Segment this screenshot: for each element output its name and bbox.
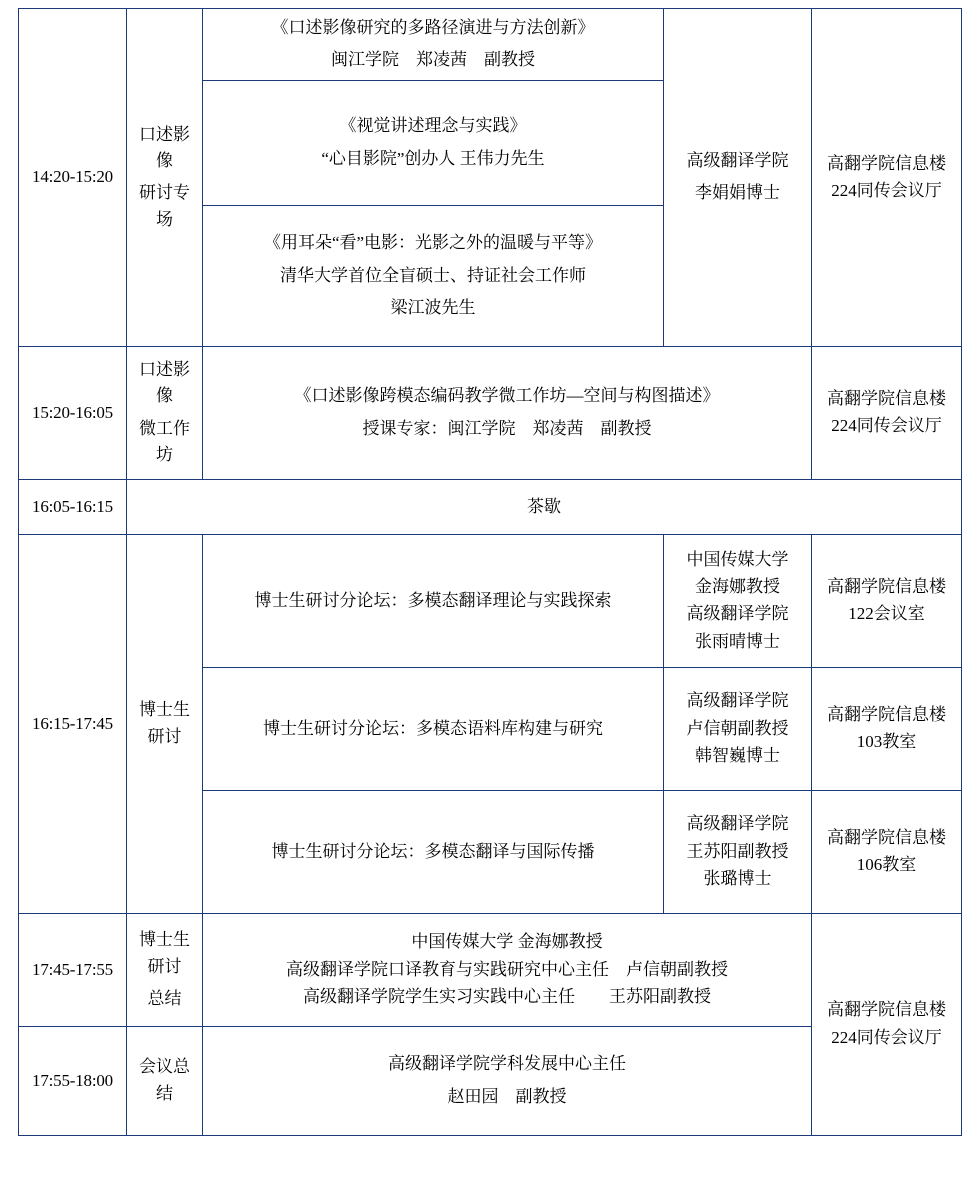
venue-building: 高翻学院信息楼	[827, 827, 946, 847]
cell-venue	[812, 667, 962, 790]
cell-venue	[812, 9, 962, 347]
cell-time: 16:15-17:45	[19, 534, 127, 913]
cell-venue	[812, 534, 962, 667]
cell-session: 会议总结	[127, 1026, 203, 1135]
cell-host	[664, 667, 812, 790]
cell-time: 16:05-16:15	[19, 479, 127, 534]
host-name: 李娟娟博士	[695, 183, 780, 203]
cell-topic: 博士生研讨分论坛：多模态翻译理论与实践探索	[203, 534, 664, 667]
cell-venue	[812, 346, 962, 479]
host-name: 卢信朝副教授	[686, 718, 789, 738]
topic-detail: 清华大学首位全盲硕士、持证社会工作师	[280, 265, 586, 285]
host-affiliation: 高级翻译学院	[686, 691, 789, 711]
venue-room: 122会议室	[848, 604, 925, 624]
host-name: 金海娜教授	[695, 576, 780, 596]
session-label-line: 口述影像	[139, 360, 190, 406]
cell-host	[664, 790, 812, 913]
cell-session	[127, 346, 203, 479]
table-row-break	[19, 479, 962, 534]
cell-venue	[812, 790, 962, 913]
venue-building: 高翻学院信息楼	[827, 704, 946, 724]
host-affiliation: 高级翻译学院	[686, 604, 789, 624]
venue-building: 高翻学院信息楼	[827, 153, 946, 173]
session-label-line: 口述影像	[139, 124, 190, 170]
summary-title: 高级翻译学院学科发展中心主任	[388, 1054, 626, 1074]
venue-room: 224同传会议厅	[831, 1027, 942, 1047]
conference-schedule-table	[18, 8, 962, 1136]
topic-title: 《口述影像跨模态编码教学微工作坊—空间与构图描述》	[294, 386, 720, 406]
host-name: 张雨晴博士	[695, 631, 780, 651]
session-label-line: 总结	[147, 988, 182, 1008]
topic-speaker: “心目影院”创办人 王伟力先生	[321, 148, 545, 168]
cell-topic	[203, 346, 812, 479]
host-name: 韩智巍博士	[695, 745, 780, 765]
venue-room: 224同传会议厅	[831, 416, 942, 436]
cell-host	[664, 534, 812, 667]
cell-session	[127, 913, 203, 1026]
host-name: 王苏阳副教授	[686, 841, 789, 861]
venue-building: 高翻学院信息楼	[827, 1000, 946, 1020]
table-row	[19, 913, 962, 1026]
cell-venue	[812, 913, 962, 1135]
cell-topic: 博士生研讨分论坛：多模态语料库构建与研究	[203, 667, 664, 790]
cell-session: 博士生研讨	[127, 534, 203, 913]
summary-speaker: 高级翻译学院学生实习实践中心主任 王苏阳副教授	[303, 986, 711, 1006]
cell-time: 14:20-15:20	[19, 9, 127, 347]
cell-time: 17:55-18:00	[19, 1026, 127, 1135]
host-affiliation: 中国传媒大学	[686, 549, 789, 569]
topic-title: 《用耳朵“看”电影：光影之外的温暖与平等》	[263, 233, 603, 253]
cell-topic	[203, 9, 664, 81]
session-label-line: 微工作坊	[139, 418, 190, 465]
host-name: 张璐博士	[703, 868, 772, 888]
summary-speaker: 高级翻译学院口译教育与实践研究中心主任 卢信朝副教授	[286, 959, 728, 979]
cell-session	[127, 9, 203, 347]
table-row	[19, 346, 962, 479]
table-row	[19, 9, 962, 81]
venue-room: 224同传会议厅	[831, 180, 942, 200]
session-label-line: 研讨专场	[139, 183, 190, 229]
cell-topic: 博士生研讨分论坛：多模态翻译与国际传播	[203, 790, 664, 913]
table-row	[19, 534, 962, 667]
cell-time: 17:45-17:55	[19, 913, 127, 1026]
cell-topic	[203, 205, 664, 346]
topic-speaker: 授课专家：闽江学院 郑凌茜 副教授	[362, 418, 652, 438]
cell-topic	[203, 1026, 812, 1135]
session-label-line: 博士生研讨	[139, 930, 190, 976]
topic-title: 《口述影像研究的多路径演进与方法创新》	[271, 18, 595, 37]
venue-building: 高翻学院信息楼	[827, 388, 946, 408]
cell-host	[664, 9, 812, 347]
cell-topic	[203, 913, 812, 1026]
cell-topic	[203, 80, 664, 205]
topic-speaker: 闽江学院 郑凌茜 副教授	[331, 50, 535, 70]
venue-building: 高翻学院信息楼	[827, 576, 946, 596]
cell-break-label: 茶歇	[127, 479, 962, 534]
host-affiliation: 高级翻译学院	[686, 814, 789, 834]
summary-speaker: 中国传媒大学 金海娜教授	[411, 932, 603, 952]
cell-time: 15:20-16:05	[19, 346, 127, 479]
summary-speaker: 赵田园 副教授	[447, 1086, 567, 1106]
host-affiliation: 高级翻译学院	[686, 151, 789, 170]
topic-title: 《视觉讲述理念与实践》	[339, 116, 527, 136]
topic-speaker: 梁江波先生	[390, 297, 476, 317]
venue-room: 106教室	[856, 855, 917, 875]
venue-room: 103教室	[856, 732, 917, 752]
